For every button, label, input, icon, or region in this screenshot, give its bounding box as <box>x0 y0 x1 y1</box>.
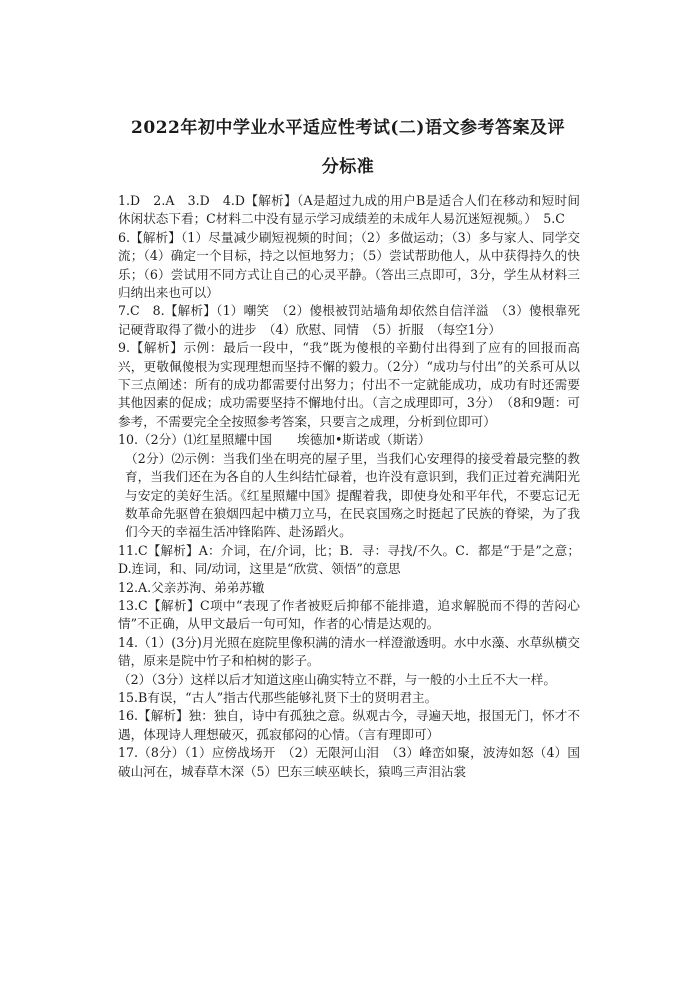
answer-q6: 6.【解析】（1）尽量减少刷短视频的时间；（2）多做运动；（3）多与家人、同学交流；（4）确定一个目标，持之以恒地努力；（5）尝试帮助他人，从中获得持久的快乐；（6）尝试用不同方式让自己的心灵平静。（答出三点即可，3分，学生从材料三归纳出来也可以） <box>118 229 580 301</box>
answer-q14-1: 14.（1）(3分)月光照在庭院里像积满的清水一样澄澈透明。水中水藻、水草纵横交错，原来是院中竹子和柏树的影子。 <box>118 634 580 669</box>
answer-q17: 17.（8分）（1）应傍战场开 （2）无限河山泪 （3）峰峦如聚，波涛如怒（4）国破山河在，城春草木深（5）巴东三峡巫峡长，猿鸣三声泪沾裳 <box>118 745 580 779</box>
document-title-line-1: 2022年初中学业水平适应性考试(二)语文参考答案及评 <box>131 118 565 138</box>
answer-q10-2: （2分）⑵示例：当我们坐在明亮的屋子里，当我们心安理得的接受着最完整的教育，当我们还在为各自的人生纠结忙碌着，也许没有意识到，我们正过着充满阳光与安定的美好生活。《红星照耀中国》提醒着我，即使身处和平年代，不要忘记无数革命先驱曾在狼烟四起中横刀立马，在民哀国殇之时挺起了民族的脊梁，为了我们今天的幸福生活冲锋陷阵、赴汤蹈火。 <box>125 450 580 540</box>
answer-q11: 11.C【解析】A：介词，在/介词，比；B．寻：寻找/不久。C．都是“于是”之意；D.连词，和、同/动词，这里是“欣赏、领悟”的意思 <box>118 542 580 577</box>
answer-q1-5: 1.D 2.A 3.D 4.D【解析】（A是超过九成的用户B是适合人们在移动和短时间休闲状态下看；C材料二中没有显示学习成绩差的未成年人易沉迷短视频。） 5.C <box>118 193 580 227</box>
document-title-line-2: 分标准 <box>321 157 375 177</box>
answer-q16: 16.【解析】独：独自，诗中有孤独之意。纵观古今，寻遍天地，报国无门，怀才不遇，体现诗人理想破灭，孤寂郁闷的心情。（言有理即可） <box>118 708 580 742</box>
answer-q14-2: （2）（3分）这样以后才知道这座山确实特立不群，与一般的小土丘不大一样。 <box>118 671 556 687</box>
answer-body <box>118 192 580 781</box>
answer-q9: 9.【解析】示例：最后一段中，“我”既为傻根的辛勤付出得到了应有的回报而高兴，更敬佩傻根为实现理想而坚持不懈的毅力。（2分）“成功与付出”的关系可从以下三点阐述：所有的成功都需要付出努力；付出不一定就能成功，成功有时还需要其他因素的促成；成功需要坚持不懈地付出。（言之成理即可，3分） （8和9题：可参考，不需要完全全按照参考答案，只要言之成理，分析到位即可） <box>118 340 580 429</box>
answer-q10-1: 10.（2分）⑴红星照耀中国 埃德加•斯诺或（斯诺） <box>118 432 431 448</box>
answer-q13: 13.C【解析】C项中“表现了作者被贬后抑郁不能排遣，追求解脱而不得的苦闷心情”不正确，从甲文最后一句可知，作者的心情是达观的。 <box>118 597 580 632</box>
answer-q12: 12.A.父亲苏洵、弟弟苏辙 <box>118 579 265 595</box>
answer-q15: 15.B有误，“古人”指古代那些能够礼贤下士的贤明君主。 <box>118 689 438 705</box>
answer-q7-8: 7.C 8.【解析】（1）嘲笑 （2）傻根被罚站墙角却依然自信洋溢 （3）傻根靠死记硬背取得了微小的进步 （4）欣慰、同情 （5）折服 （每空1分） <box>118 303 580 337</box>
